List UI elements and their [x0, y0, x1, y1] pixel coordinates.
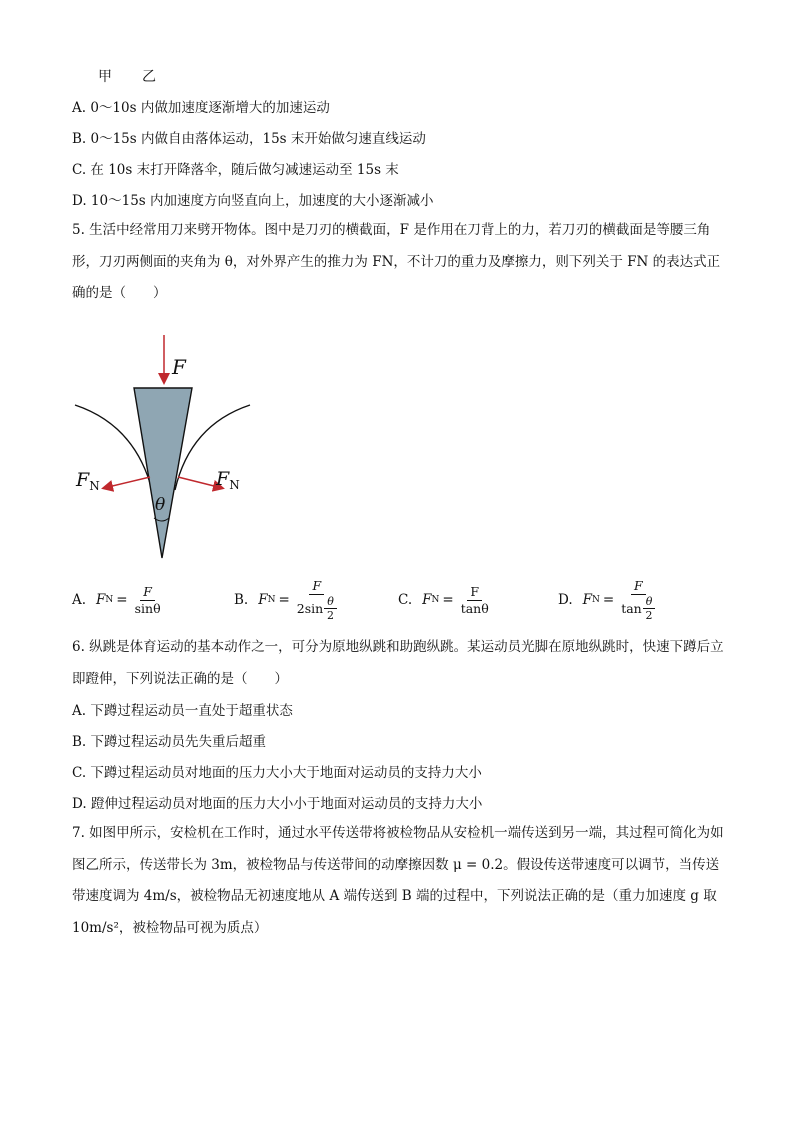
knife-diagram — [70, 330, 260, 565]
force-fn-left-arrow — [104, 477, 150, 488]
caption-yi: 乙 — [142, 69, 156, 85]
q5-stem: 5. 生活中经常用刀来劈开物体。图中是刀刃的横截面，F 是作用在刀背上的力，若刀刃的横截面是等腰三角形，刀刃两侧面的夹角为 θ，对外界产生的推力为 FN，不计刀的重力及摩擦力，则下列关于 FN 的表达式正确的是（ ） — [72, 222, 721, 301]
q6-option-b: B. 下蹲过程运动员先失重后超重 — [72, 734, 267, 750]
q6-option-a: A. 下蹲过程运动员一直处于超重状态 — [72, 703, 293, 719]
q5-choice-b: B. F N = F 2sin $\frac{\theta}{2}$ — [234, 572, 337, 628]
q4-option-b: B. 0～15s 内做自由落体运动，15s 末开始做匀速直线运动 — [72, 131, 426, 147]
q5-choice-d: D. F N = F tan $\frac{\theta}{2}$ — [558, 572, 655, 628]
q6-stem: 6. 纵跳是体育运动的基本动作之一，可分为原地纵跳和助跑纵跳。某运动员光脚在原地纵跳时，快速下蹲后立即蹬伸，下列说法正确的是（ ） — [72, 639, 724, 687]
q4-option-d: D. 10～15s 内加速度方向竖直向上，加速度的大小逐渐减小 — [72, 193, 434, 209]
q6-option-c: C. 下蹲过程运动员对地面的压力大小大于地面对运动员的支持力大小 — [72, 765, 482, 781]
force-f-label: F — [172, 355, 186, 379]
blade-cross-section — [134, 388, 192, 558]
q4-option-c: C. 在 10s 末打开降落伞，随后做匀减速运动至 15s 末 — [72, 162, 399, 178]
q5-choice-c: C. F N = $\frac{F}{\tan\theta}$ — [398, 583, 489, 616]
q6-option-d: D. 蹬伸过程运动员对地面的压力大小小于地面对运动员的支持力大小 — [72, 796, 483, 812]
q5-choice-a: A. F N = $\frac{F}{\sin\theta}$ — [72, 583, 161, 616]
q4-option-a: A. 0～10s 内做加速度逐渐增大的加速运动 — [72, 100, 330, 116]
angle-label: θ — [155, 495, 166, 515]
q7-stem: 7. 如图甲所示，安检机在工作时，通过水平传送带将被检物品从安检机一端传送到另一端，其过程可简化为如图乙所示，传送带长为 3m，被检物品与传送带间的动摩擦因数 μ = 0.2。假设传送带速度可以调节，当传送带速度调为 4m/s，被检物品无初速度地从 A 端传送到 B 端的过程中，下列说法正确的是（重力加速度 g 取 10m/s²，被检物品可视为质点） — [72, 825, 724, 936]
caption-jia: 甲 — [98, 69, 112, 85]
force-fn-left-label: $F_N$ — [76, 469, 100, 493]
force-fn-right-label: $F_N$ — [216, 468, 240, 492]
q5-choices — [72, 572, 732, 628]
